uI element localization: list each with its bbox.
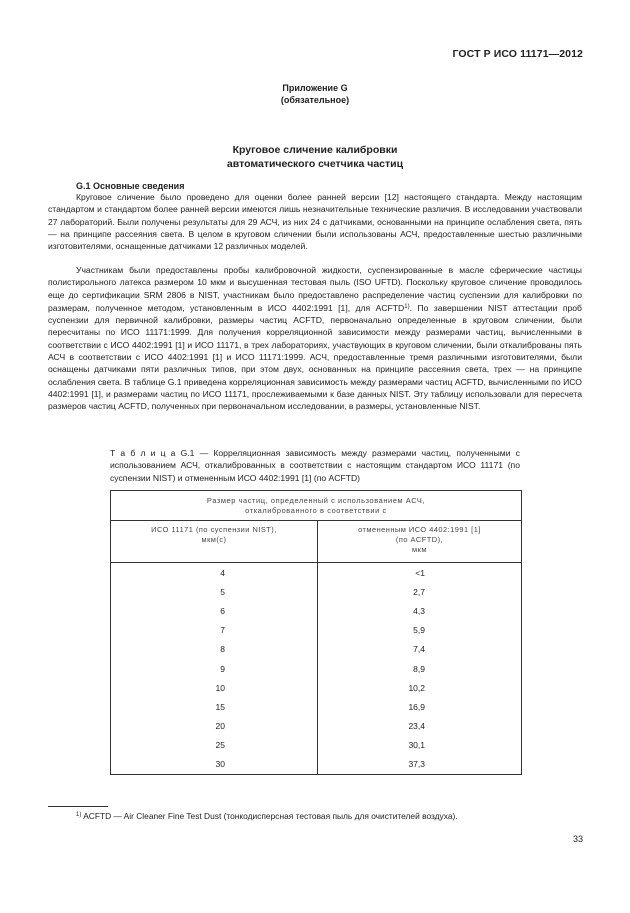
table-row [111,621,522,640]
annex-title [0,143,630,171]
cell-iso4402: 7,4 [318,640,522,659]
cell-iso4402: 4,3 [318,601,522,620]
annex-status: (обязательное) [280,95,350,105]
table-row [111,601,522,620]
footnote-marker: 1) [76,812,82,818]
footnote-reference[interactable]: 1) [404,303,410,310]
cell-iso4402: 30,1 [318,736,522,755]
title-line-1: Круговое сличение калибровки [232,144,398,156]
table-header-group-line-2: откалиброванного в соответствии с [245,505,387,515]
table-header-iso4402 [318,521,522,563]
table-row [111,678,522,697]
cell-iso11171: 7 [111,621,318,640]
table-row [111,563,522,583]
cell-iso4402: 8,9 [318,659,522,678]
header-iso4402-line-2: (по ACFTD), [395,535,444,544]
cell-iso4402: 23,4 [318,717,522,736]
table-row [111,736,522,755]
table-row [111,582,522,601]
cell-iso4402: 10,2 [318,678,522,697]
table-row [111,659,522,678]
table-row [111,697,522,716]
header-iso11171-line-2: мкм(с) [201,535,227,544]
table-row [111,755,522,775]
cell-iso11171: 4 [111,563,318,583]
cell-iso11171: 30 [111,755,318,775]
paragraph-2-part-1: Участникам были предоставлены пробы калибровочной жидкости, суспензированные в масле сферические частицы полистирольного латекса размером 10 мкм и высушенная тестовая пыль (ISO UFTD). Поскольку круговое сличение проводилось еще до сертификации SRM 2806 в NIST, участникам было предоставлено распределение частиц суспензии для калибровки по размерам, полученное методом, установленным в ИСО 4402:1991 [1], для ACFTD [48,265,582,313]
table-header-group-line-1: Размер частиц, определенный с использованием АСЧ, [206,495,426,505]
cell-iso4402: 16,9 [318,697,522,716]
footnote-text: ACFTD — Air Cleaner Fine Test Dust (тонкодисперсная тестовая пыль для очистителей воздуха). [81,811,458,821]
cell-iso11171: 9 [111,659,318,678]
cell-iso4402: 37,3 [318,755,522,775]
header-iso4402-line-3: мкм [412,545,427,554]
table-row [111,640,522,659]
annex-heading [0,82,630,106]
cell-iso4402: 5,9 [318,621,522,640]
footnote-divider [48,806,108,807]
cell-iso11171: 10 [111,678,318,697]
cell-iso11171: 6 [111,601,318,620]
cell-iso11171: 8 [111,640,318,659]
header-iso11171-line-1: ИСО 11171 (по суспензии NIST), [151,525,277,534]
table-header-iso11171 [111,521,318,563]
cell-iso11171: 5 [111,582,318,601]
page-number: 33 [572,834,583,844]
correlation-table [110,490,522,775]
table-header-group [111,491,522,521]
table-caption [110,447,520,484]
table-caption-label: Т а б л и ц а G.1 [110,448,195,458]
footnote [76,811,458,821]
section-heading: G.1 Основные сведения [76,181,185,191]
table-body [111,563,522,775]
paragraph-2-text [48,264,582,413]
table-row [111,717,522,736]
annex-label: Приложение G [282,83,348,93]
cell-iso4402: <1 [318,563,522,583]
paragraph-2 [48,264,582,413]
table-caption-text: — Корреляционная зависимость между размерами частиц, полученными с использованием АСЧ, откалиброванных в соответствии с настоящим стандартом ИСО 11171 (по суспензии NIST) и отмененным ИСО 4402:1991 [1] (по ACFTD) [110,448,520,483]
cell-iso4402: 2,7 [318,582,522,601]
standard-code: ГОСТ Р ИСО 11171—2012 [452,48,583,60]
cell-iso11171: 20 [111,717,318,736]
cell-iso11171: 15 [111,697,318,716]
paragraph-2-part-2: . По завершении NIST аттестации проб суспензии для первичной калибровки, размеры частиц ACFTD, первоначально определенные в круговом сличении, были пересчитаны по ИСО 11171:1999. Для получения корреляционной зависимости между размерами частиц, вычисленными в соответствии с ИСО 4402:1991 [1] и ИСО 11171, в трех лабораториях, участвующих в круговом сличении, были откалиброваны пять АСЧ в соответствии с ИСО 4402:1991 [1] и ИСО 11171:1999. АСЧ, предоставленные тремя различными изготовителями, были оснащены датчиками пяти различных типов, при этом двух, основанных на принципе рассеяния света, трех — на принципе ослабления света. В таблице G.1 приведена корреляционная зависимость между размерами частиц ACFTD, вычисленными по ИСО 4402:1991 [1], и размерами частиц по ИСО 11171, прослеживаемыми к базе данных NIST. Эту таблицу использовали для пересчета размеров частиц ACFTD, полученных при первоначальном исследовании, в размеры, установленные NIST. [48,302,582,412]
cell-iso11171: 25 [111,736,318,755]
paragraph-1-text: Круговое сличение было проведено для оценки более ранней версии [12] настоящего стандарта. Между настоящим стандартом и стандартом более ранней версии имеются лишь незначительные технические различия. В исследовании участвовали 27 лабораторий. Были получены результаты для 29 АСЧ, из них 24 с датчиками, основанными на принципе ослабления света, пять — на принципе рассеяния света. В целом в круговом сличении были использованы АСЧ, предоставленные шестью различными изготовителями, оснащенные датчиками 12 различных моделей. [48,192,582,252]
title-line-2: автоматического счетчика частиц [226,158,404,170]
paragraph-1 [48,191,582,252]
header-iso4402-line-1: отмененным ИСО 4402:1991 [1] [358,525,481,534]
